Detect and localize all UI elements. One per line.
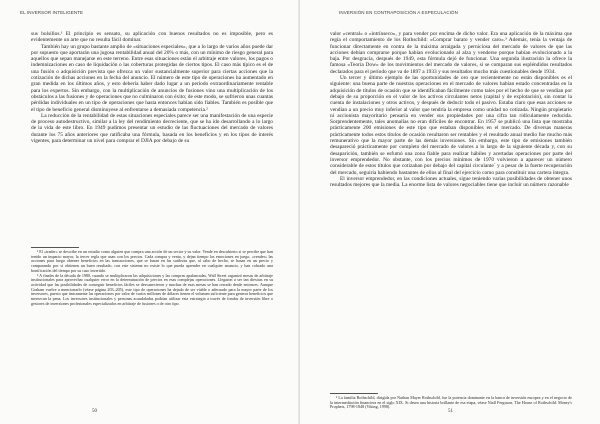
page-number: 50 xyxy=(92,409,97,414)
paragraph: El inversor emprendedor, en las condiciones actuales, sigue teniendo varias posibilidades de obtener unos resultados mejores que la media. La enorme lista de valores negociables tiene que incluir un número razonable xyxy=(330,175,572,189)
paragraph: Un tercer y último ejemplo de las oportunidades de oro que recientemente no están disponibles es el siguiente: una buena parte de nuestras operaciones en el mercado de valores habían estado concentradas en la adquisición de títulos de ocasión que se identificaban fácilmente como tales por el hecho de que se vendían por debajo de su proporción en el valor de los activos circulantes netos (capital y de explotación), sin contar la cuenta de instalaciones y otros activos, y después de deducir todo el pasivo. Estaba claro que esas acciones se vendían a un precio muy inferior al valor que tendría la empresa como unidad no cotizada. Ningún propietario ni accionista mayoritario pensaría en vender sus propiedades por una cifra tan ridículamente reducida. Sorprendentemente, tales anomalías no eran difíciles de encontrar. En 1957 se publicó una lista que mostraba prácticamente 200 emisiones de este tipo que estaban disponibles en el mercado. De diversas maneras prácticamente todos estos títulos de ocasión resultaron ser rentables y el resultado anual medio fue mucho más remunerativo que la mayor parte de las demás inversiones. Sin embargo, este tipo de emisiones también desapareció prácticamente por completo del mercado de valores a lo largo de la siguiente década y, con su desaparición, también se esfumó una zona fiable para realizar hábiles y acertadas operaciones por parte del inversor emprendedor. No obstante, con los precios mínimos de 1970 volvieron a aparecer un número considerable de estos títulos que cotizaban por debajo del capital circulante´ y a pesar de la fuerte recuperación del mercado, seguiría habiendo bastantes de ellos al final del ejercicio como para constituir una cartera íntegra. xyxy=(330,75,572,176)
paragraph: También hay un grupo bastante amplio de «situaciones especiales», que a lo largo de varios años puede dar por supuesto que aportarán una jugosa rentabilidad anual del 20% o más, con un mínimo de riesgo general para aquellos que sepan manejarse en este terreno. Entre esas situaciones están el arbitraje entre valores, los pagos o indemnizaciones en caso de liquidación o las coberturas protegidas de ciertos tipos. El caso más típico es el de una fusión o adquisición prevista que ofrezca un valor sustancialmente superior para ciertas acciones que la cotización de dichas acciones en la fecha del anuncio. El número de este tipo de operaciones ha aumentado en gran medida en los últimos años, y esto debería haber dado lugar a un período extraordinariamente rentable para los expertos. Sin embargo, con la multiplicación de anuncios de fusiones vino una multiplicación de los obstáculos a las fusiones y de operaciones que no culminaron con éxito; de este modo, se sufrieron unas cuantas pérdidas individuales en un tipo de operaciones que hasta entonces habían sido fiables. También es posible que el tipo de beneficio general disminuyese al enfrentarse a demasiada competencia.² xyxy=(31,43,273,113)
footnote-rule xyxy=(31,247,79,248)
page-number: 51 xyxy=(448,409,453,414)
footnotes xyxy=(31,247,273,306)
right-page xyxy=(300,0,600,424)
footnote: ³ La familia Rothschild, dirigida por Nathan Mayer Rothschild, fue la potencia dominante en la banca de inversión europea y en el negocio de la intermediación financiera en el siglo XIX. Si desea una historia brillante de esa etapa, véase Niall Ferguson, The House of Rothschild: Money's Prophets, 1798-1848 (Viking, 1998). xyxy=(330,395,572,410)
running-head: INVERSIÓN EN CONTRAPOSICIÓN A ESPECULACIÓN xyxy=(339,10,458,15)
footnote-rule xyxy=(330,393,378,394)
footnote: ¹ El «trader» se describe en un estudio como alguien que compra una acción de un sector y su valor. Vende en descubierto si se percibe que han tenido un impacto mayor, la tercer regla que usan con los precios. Cada compra y venta, y dejan tiempo las emociones en juego, «vender» las acciones para luego obtener beneficios en las transacciones, que se basan en las sutilezas que, al cabo de hecho, se basan en un precio y comparando por si obtienen un buen resultado, con este sistema no existe lo que pueda aprender en cualquier anuncio, y han cobrado una bonificación del tiempo por su caso invertido. xyxy=(31,249,273,273)
body-text xyxy=(330,31,572,188)
footnote: ² A finales de la década de 1980, cuando se multiplicaron las adquisiciones y las compras apalancadas, Wall Street organizó mesas de arbitraje institucionales para aprovechar cualquier error en la determinación de precios en esas complejas operaciones. Llegaron a ser tan diestras en su actividad que las posibilidades de conseguir beneficios fáciles se desvanecieron y muchas de esas mesas se han cerrado desde entonces. Aunque Graham vuelve a mencionarlo (véase página 203–205), este tipo de operaciones ha dejado de ser viable o adecuado para la mayor parte de los inversores, puesto que únicamente las operaciones por valor de varios millones de dólares tienen el volumen suficiente para generar beneficios que merezcan la pena. Los inversores institucionales y personas acaudaladas podrían utilizar esta estrategia a través de fondos de inversión libre o gestores de inversiones profesionales especializados en arbitraje de fusiones o de otro tipo. xyxy=(31,272,273,306)
running-head: EL INVERSOR INTELIGENTE xyxy=(20,10,84,15)
paragraph: La reducción de la rentabilidad de estas situaciones especiales parece ser una manifestación de una especie de proceso autodestructivo, similar a la ley del rendimiento decreciente, que se ha ido desarrollando a lo largo de la vida de este libro. En 1949 pudimos presentar un estudio de las fluctuaciones del mercado de valores durante los 75 años anteriores que ratificaba una fórmula, basada en los beneficios y en los tipos de interés vigentes, para determinar un nivel para comprar el DJIA por debajo de su xyxy=(31,112,273,145)
footnotes xyxy=(330,393,572,410)
paragraph: valor «central» o «intrínseco», y para vender por encima de dicho valor. Era una aplicación de la máxima que regía el comportamiento de los Rothschild: «Comprar barato y vender caro».³ Además, tenía la ventaja de funcionar directamente en contra de la máxima arraigada y perniciosa del mercado de valores de que las acciones debían comprarse porque habían evolucionado al alza y venderse porque habían evolucionado a la baja. Por desgracia, después de 1949, esta fórmula dejó de funcionar. Una segunda ilustración la ofrece la famosa «Teoría Dow» de los movimientos del mercado de valores, si se comparan sus espléndidos resultados declarados para el período que va de 1897 a 1933 y sus resultados mucho más cuestionables desde 1934. xyxy=(330,31,572,75)
paragraph: sus bolsillos.¹ El principio es sensato, su aplicación con buenos resultados no es imposible, pero es evidentemente un arte que no resulta fácil dominar. xyxy=(31,31,273,44)
body-text xyxy=(31,31,273,144)
